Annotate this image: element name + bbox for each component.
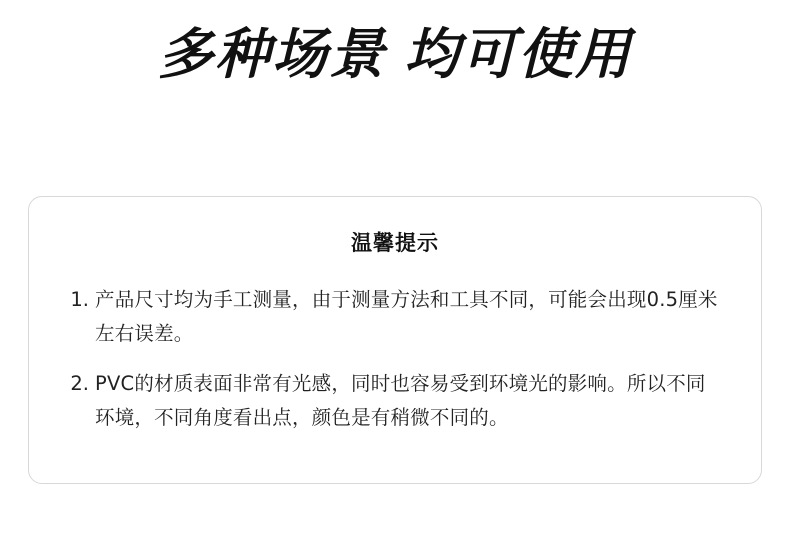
list-item: [63, 283, 723, 351]
headline-part-2: 均可使用: [404, 22, 633, 86]
list-item-text: 产品尺寸均为手工测量，由于测量方法和工具不同，可能会出现0.5厘米左右误差。: [95, 288, 718, 345]
list-item-index: 1.: [70, 288, 89, 311]
notice-list: [29, 283, 761, 435]
notice-card: [28, 196, 762, 484]
notice-title: 温馨提示: [351, 231, 439, 255]
page-headline: [0, 18, 790, 90]
list-item-text: PVC的材质表面非常有光感，同时也容易受到环境光的影响。所以不同环境，不同角度看出点，颜色是有稍微不同的。: [95, 372, 706, 429]
list-item: [63, 367, 723, 435]
list-item-index: 2.: [70, 372, 89, 395]
headline-part-1: 多种场景: [157, 22, 386, 86]
